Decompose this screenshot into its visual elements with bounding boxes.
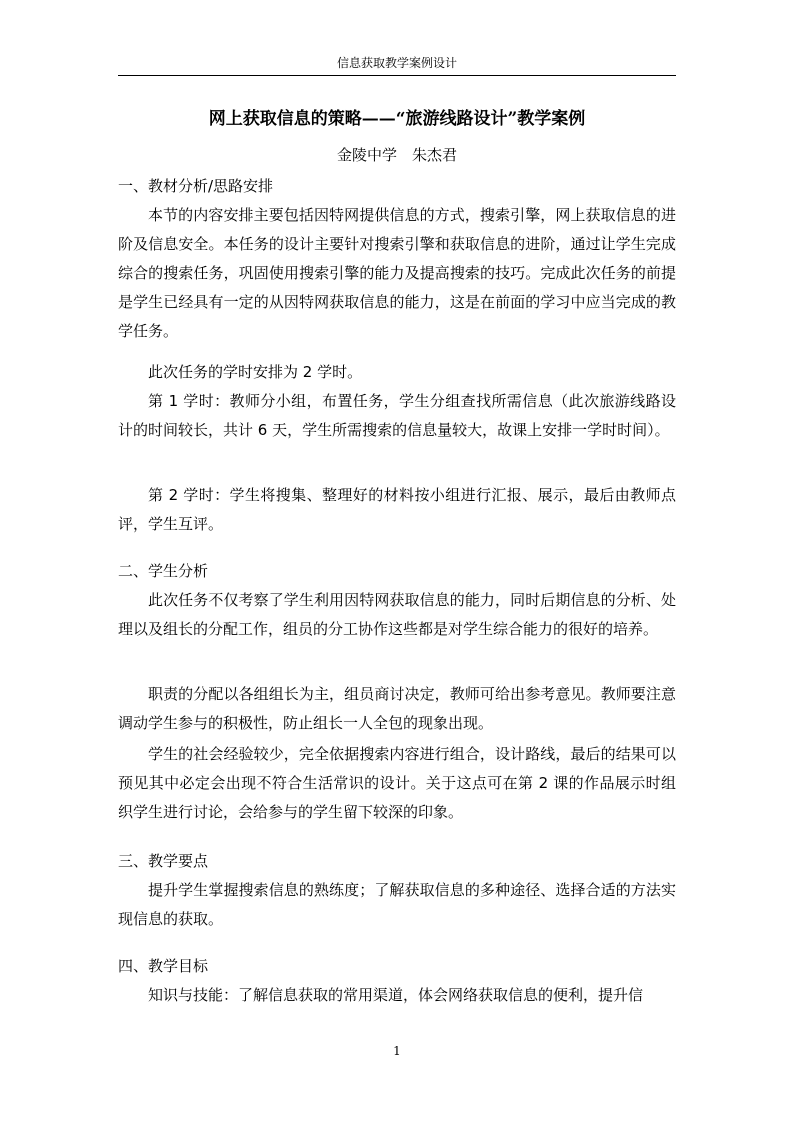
paragraph: 第 1 学时：教师分小组，布置任务，学生分组查找所需信息（此次旅游线路设计的时间较长，共计 6 天，学生所需搜索的信息量较大，故课上安排一学时时间）。: [118, 392, 676, 439]
paragraph: 此次任务的学时安排为 2 学时。: [148, 363, 363, 381]
section-heading-2: 二、学生分析: [118, 562, 209, 580]
running-header: 信息获取教学案例设计: [336, 56, 457, 70]
paragraph: 提升学生掌握搜索信息的熟练度；了解获取信息的多种途径、选择合适的方法实现信息的获取。: [118, 881, 676, 928]
paragraph: 学生的社会经验较少，完全依据搜索内容进行组合，设计路线，最后的结果可以预见其中必定会出现不符合生活常识的设计。关于这点可在第 2 课的作品展示时组织学生进行讨论，会给参与的学生留下较深的印象。: [118, 745, 676, 821]
page-number: 1: [393, 1044, 401, 1058]
paragraph: 知识与技能：了解信息获取的常用渠道，体会网络获取信息的便利，提升信: [148, 986, 644, 1004]
section-heading-3: 三、教学要点: [118, 852, 209, 870]
author-byline: 金陵中学 朱杰君: [336, 146, 457, 164]
section-heading-4: 四、教学目标: [118, 957, 209, 975]
header-rule: [118, 75, 676, 76]
section-heading-1: 一、教材分析/思路安排: [118, 177, 274, 195]
paragraph: 此次任务不仅考察了学生利用因特网获取信息的能力，同时后期信息的分析、处理以及组长的分配工作，组员的分工协作这些都是对学生综合能力的很好的培养。: [118, 591, 676, 638]
paragraph: 第 2 学时：学生将搜集、整理好的材料按小组进行汇报、展示，最后由教师点评，学生互评。: [118, 486, 676, 533]
paragraph: 本节的内容安排主要包括因特网提供信息的方式，搜索引擎，网上获取信息的进阶及信息安全。本任务的设计主要针对搜索引擎和获取信息的进阶，通过让学生完成综合的搜索任务，巩固使用搜索引擎的能力及提高搜索的技巧。完成此次任务的前提是学生已经具有一定的从因特网获取信息的能力，这是在前面的学习中应当完成的教学任务。: [118, 206, 676, 340]
document-title: 网上获取信息的策略——“旅游线路设计”教学案例: [208, 109, 586, 129]
paragraph: 职责的分配以各组组长为主，组员商讨决定，教师可给出参考意见。教师要注意调动学生参与的积极性，防止组长一人全包的现象出现。: [118, 685, 676, 732]
